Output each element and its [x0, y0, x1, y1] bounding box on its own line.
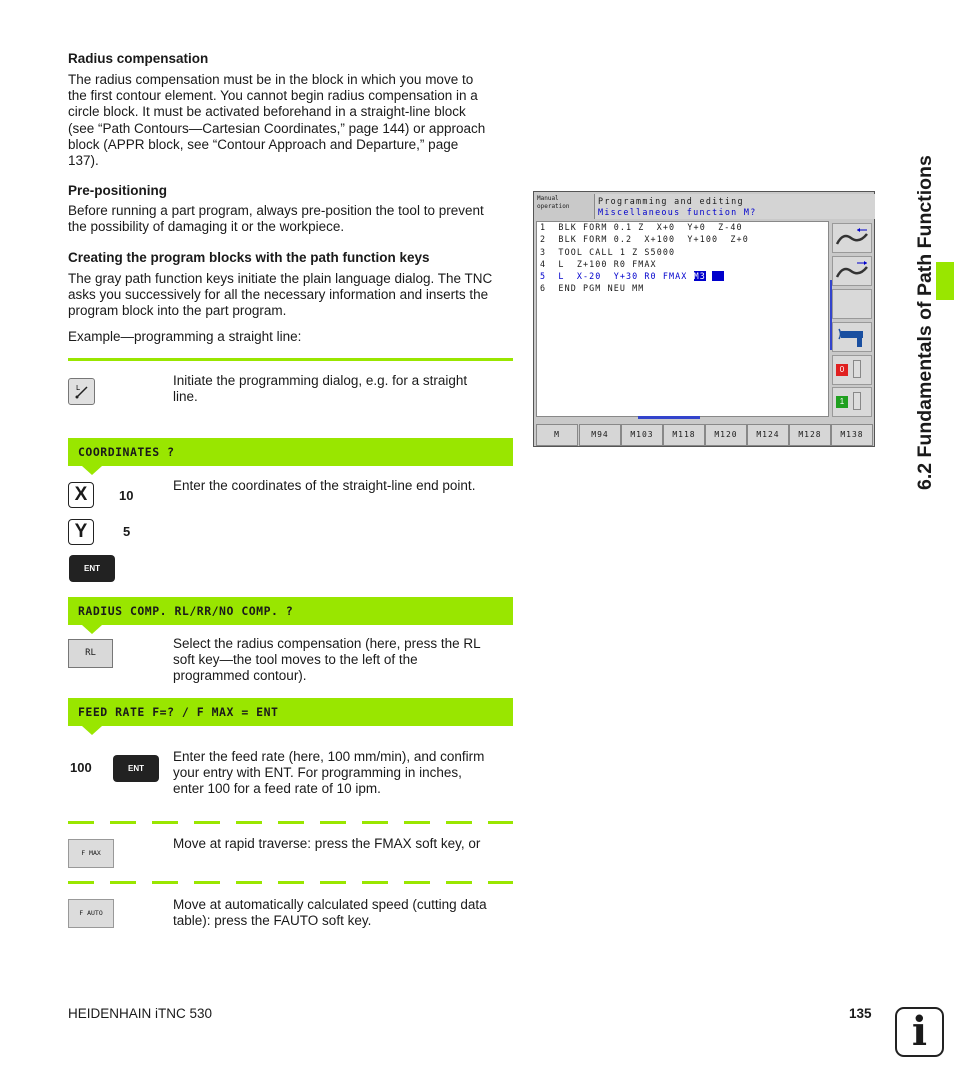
prompt-notch [82, 726, 102, 735]
program-line: 1 BLK FORM 0.1 Z X+0 Y+0 Z-40 [540, 222, 743, 232]
y-value: 5 [123, 524, 131, 539]
side-softkey-tool[interactable] [832, 322, 872, 352]
fmax-text: Move at rapid traverse: press the FMAX soft key, or [173, 836, 481, 851]
chapter-title: 6.2 Fundamentals of Path Functions [914, 155, 936, 490]
radius-comp-prompt-bar: RADIUS COMP. RL/RR/NO COMP. ? [68, 597, 513, 625]
fauto-softkey[interactable]: F AUTO [68, 899, 114, 928]
ent-key[interactable]: ENT [69, 555, 115, 582]
prompt-notch [82, 625, 102, 634]
spindle-icon [853, 360, 861, 378]
straight-line-icon [69, 379, 94, 404]
contour-path-icon [833, 257, 871, 285]
side-softkey-contour-right[interactable] [832, 256, 872, 286]
contour-path-icon [833, 224, 871, 252]
page-number: 135 [849, 1006, 872, 1021]
radius-comp-text: Select the radius compensation (here, press the RL soft key—the tool moves to the left of the programmed contour). [173, 636, 481, 684]
creating-blocks-heading: Creating the program blocks with the path function keys [68, 250, 430, 265]
straight-line-key[interactable] [68, 378, 95, 405]
pre-positioning-heading: Pre-positioning [68, 183, 167, 198]
radius-compensation-text: The radius compensation must be in the block in which you move to the first contour element. You cannot begin radius compensation in a circle block. It must be activated beforehand in a straight-line block (see “Path Contours—Cartesian Coordinates,” page 144) or approach block (APPR block, see “Contour Approach and Departure,” page 137). [68, 72, 486, 169]
softkey-m[interactable]: M [536, 424, 578, 446]
program-line: 2 BLK FORM 0.2 X+100 Y+100 Z+0 [540, 234, 749, 245]
example-text: Example—programming a straight line: [68, 329, 302, 344]
ent-key[interactable]: ENT [113, 755, 159, 782]
y-axis-key[interactable]: Y [68, 519, 94, 545]
cursor-field: M3 [693, 271, 706, 282]
creating-blocks-text: The gray path function keys initiate the plain language dialog. The TNC asks you successively for all the necessary information and inserts the program block into the part program. [68, 271, 493, 319]
side-spindle-off[interactable]: 0 [832, 355, 872, 385]
softkey-m118[interactable]: M118 [663, 424, 705, 446]
fauto-text: Move at automatically calculated speed (cutting data table): press the FAUTO soft key. [173, 897, 487, 929]
mode-small: Manual operation [537, 195, 570, 210]
prompt-notch [82, 466, 102, 475]
program-line: 6 END PGM NEU MM [540, 283, 645, 294]
mode-header: Programming and editing Miscellaneous function M? [594, 194, 875, 219]
softkey-m128[interactable]: M128 [789, 424, 831, 446]
option-divider [68, 881, 513, 884]
side-softkey-contour-left[interactable] [832, 223, 872, 253]
tnc-screen [533, 191, 875, 447]
program-line: 3 TOOL CALL 1 Z S5000 [540, 246, 676, 257]
side-softkey-blank[interactable] [832, 289, 872, 319]
softkey-m103[interactable]: M103 [621, 424, 663, 446]
radius-compensation-heading: Radius compensation [68, 51, 209, 66]
svg-text:L: L [76, 384, 80, 392]
program-line: 4 L Z+100 R0 FMAX [540, 258, 657, 269]
fmax-softkey[interactable]: F MAX [68, 839, 114, 868]
x-axis-key[interactable]: X [68, 482, 94, 508]
coordinates-text: Enter the coordinates of the straight-line end point. [173, 478, 476, 493]
feed-value: 100 [70, 760, 92, 775]
option-divider [68, 821, 513, 824]
footer-product: HEIDENHAIN iTNC 530 [68, 1006, 213, 1021]
softkey-m120[interactable]: M120 [705, 424, 747, 446]
spindle-icon [853, 392, 861, 410]
coordinates-prompt-bar: COORDINATES ? [68, 438, 513, 466]
info-icon: i [895, 1007, 944, 1057]
side-spindle-on[interactable]: 1 [832, 387, 872, 417]
section-rule [68, 358, 513, 361]
scroll-indicator [638, 416, 700, 419]
softkey-m124[interactable]: M124 [747, 424, 789, 446]
initiate-text: Initiate the programming dialog, e.g. for a straight line. [173, 373, 468, 405]
rl-softkey[interactable]: RL [68, 639, 113, 668]
prompt-line: Miscellaneous function M? [598, 207, 757, 217]
tool-coolant-icon [833, 323, 871, 351]
x-value: 10 [119, 488, 134, 503]
program-line-active: 5 L X-20 Y+30 R0 FMAX M3 [537, 271, 828, 283]
chapter-tab [936, 262, 954, 300]
pre-positioning-text: Before running a part program, always pre-position the tool to prevent the possibility of damaging it or the workpiece. [68, 203, 484, 235]
feed-rate-prompt-bar: FEED RATE F=? / F MAX = ENT [68, 698, 513, 726]
feed-rate-text: Enter the feed rate (here, 100 mm/min), and confirm your entry with ENT. For programming in inches, enter 100 for a feed rate of 10 ipm. [173, 749, 485, 797]
softkey-m94[interactable]: M94 [579, 424, 621, 446]
program-window [536, 221, 829, 417]
softkey-m138[interactable]: M138 [831, 424, 873, 446]
